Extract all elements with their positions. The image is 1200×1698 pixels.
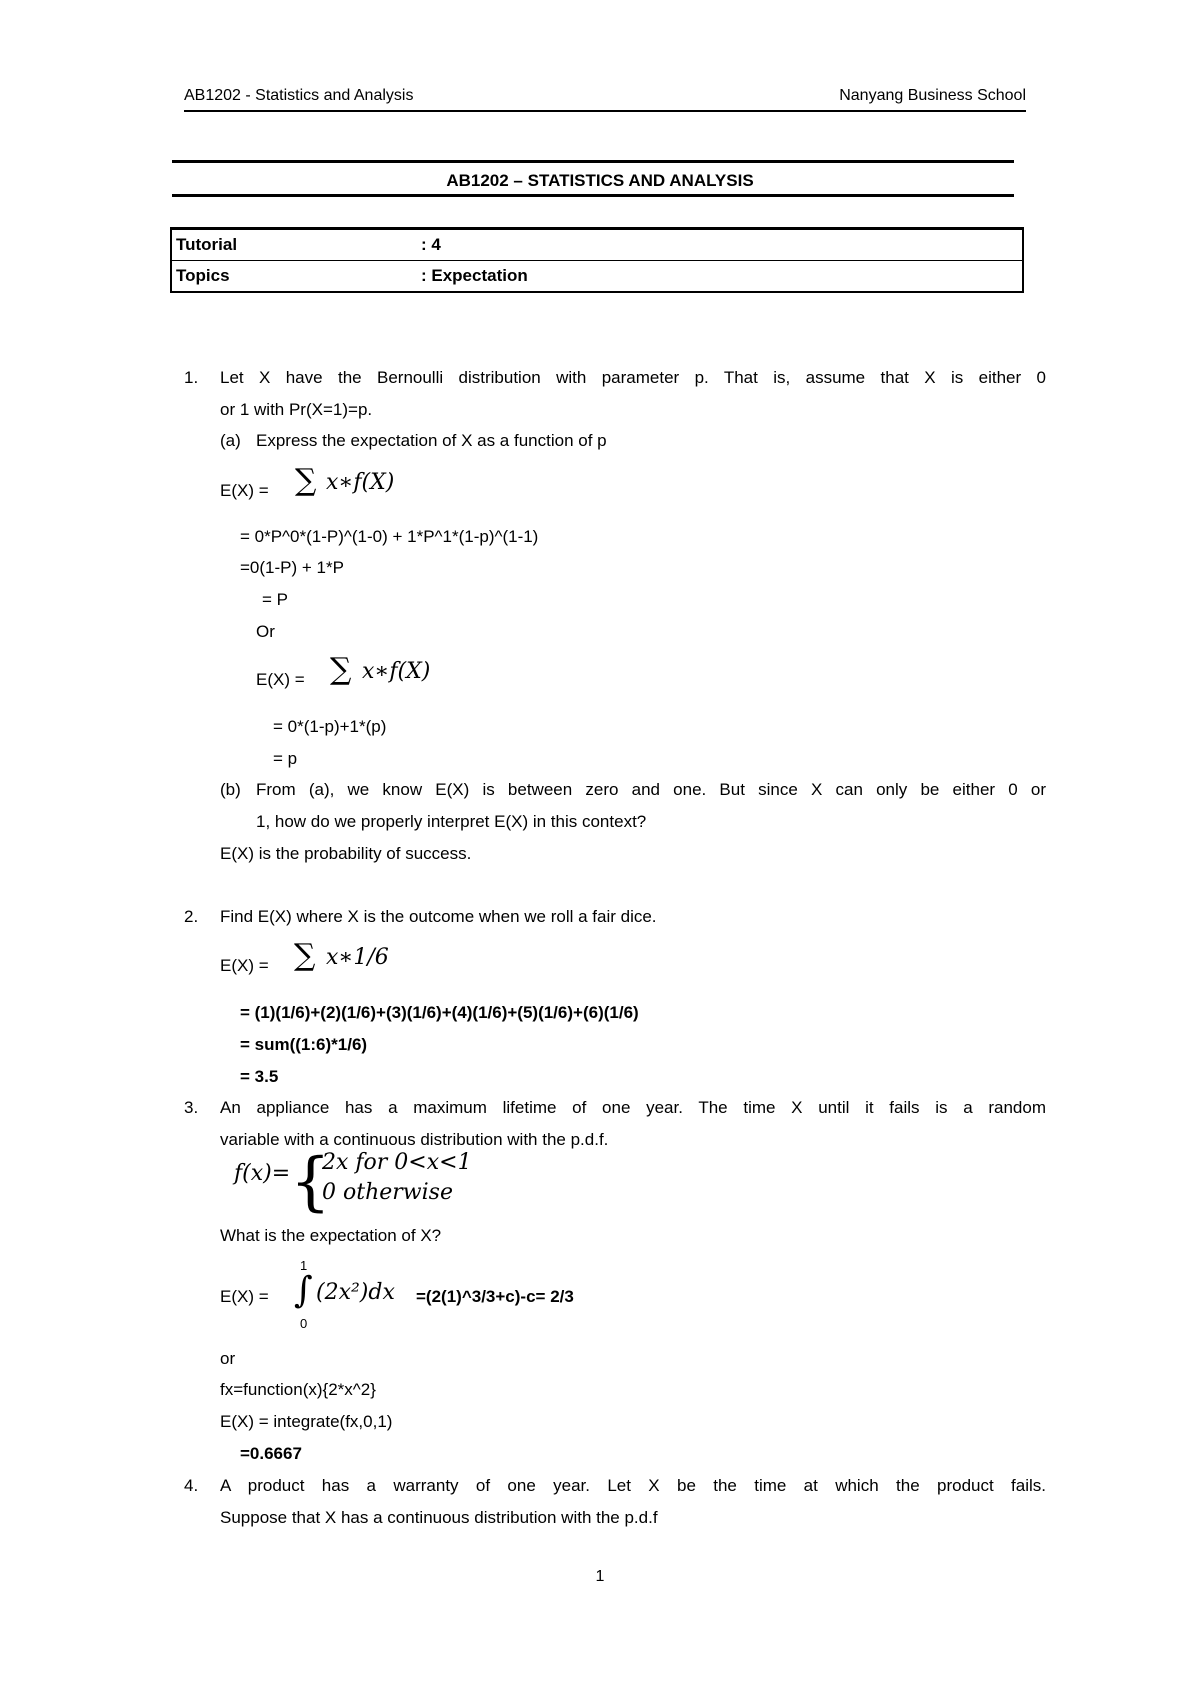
q3-result: =(2(1)^3/3+c)-c= 2/3: [416, 1287, 574, 1306]
pdf-lhs: f(x)=: [234, 1161, 291, 1186]
q1-step1: = 0*P^0*(1-P)^(1-0) + 1*P^1*(1-p)^(1-1): [240, 527, 539, 546]
q1-step2: =0(1-P) + 1*P: [240, 558, 344, 577]
q1-ex-label: E(X) =: [220, 481, 269, 500]
page-title: AB1202 – STATISTICS AND ANALYSIS: [446, 171, 754, 190]
q1-step4: = 0*(1-p)+1*(p): [273, 717, 387, 736]
q3-number: 3.: [184, 1098, 199, 1117]
q1-or: Or: [256, 622, 275, 641]
q2-text: Find E(X) where X is the outcome when we roll a fair dice.: [220, 907, 657, 926]
q1a-text: Express the expectation of X as a function of p: [256, 431, 607, 450]
pdf-case-2: 0 otherwise: [322, 1180, 453, 1205]
header-course: AB1202 - Statistics and Analysis: [184, 87, 414, 104]
q1-ex-label2: E(X) =: [256, 670, 305, 689]
q1a-label: (a): [220, 431, 241, 450]
q2-step1: = (1)(1/6)+(2)(1/6)+(3)(1/6)+(4)(1/6)+(5)(1/6)+(6)(1/6): [240, 1003, 639, 1022]
q1b-line2: 1, how do we properly interpret E(X) in this context?: [256, 812, 647, 831]
title-rule-top: [172, 160, 1014, 163]
q2-sum-expression: x∗1/6: [326, 945, 389, 970]
sigma-symbol: ∑: [330, 652, 352, 687]
q2-number: 2.: [184, 907, 199, 926]
q3-or: or: [220, 1349, 236, 1368]
q3-code3: =0.6667: [240, 1444, 302, 1463]
tutorial-value: : 4: [417, 229, 1023, 261]
header-rule: [184, 110, 1026, 112]
q1-sum-expression: x∗f(X): [326, 470, 395, 495]
q2-step2: = sum((1:6)*1/6): [240, 1035, 368, 1054]
q1-step3: = P: [262, 590, 288, 609]
title-rule-bottom: [172, 194, 1014, 197]
sigma-symbol: ∑: [294, 938, 316, 973]
sigma-symbol: ∑: [295, 463, 317, 498]
topics-value: : Expectation: [421, 266, 528, 285]
integral-lower-limit: 0: [300, 1316, 308, 1331]
q1b-line1: From (a), we know E(X) is between zero and one. But since X can only be either 0 or: [256, 780, 1046, 799]
q3-integrand: (2x²)dx: [316, 1280, 395, 1305]
q4-line1: A product has a warranty of one year. Let X be the time at which the product fails.: [220, 1476, 1046, 1495]
tutorial-info-table: [170, 227, 1024, 293]
integral-upper-limit: 1: [300, 1258, 308, 1273]
q3-question: What is the expectation of X?: [220, 1226, 442, 1245]
brace-symbol: {: [290, 1145, 331, 1219]
q3-code2: E(X) = integrate(fx,0,1): [220, 1412, 393, 1431]
table-row: [171, 229, 1023, 261]
q4-number: 4.: [184, 1476, 199, 1495]
q1-step5: = p: [273, 749, 298, 768]
q2-step3: = 3.5: [240, 1067, 279, 1086]
q1-line2: or 1 with Pr(X=1)=p.: [220, 400, 373, 419]
q1-line1: Let X have the Bernoulli distribution with parameter p. That is, assume that X is either 0: [220, 368, 1046, 387]
q1-sum-expression2: x∗f(X): [362, 659, 431, 684]
q1-number: 1.: [184, 368, 199, 387]
q4-line2: Suppose that X has a continuous distribution with the p.d.f: [220, 1508, 658, 1527]
q3-line2: variable with a continuous distribution with the p.d.f.: [220, 1130, 609, 1149]
tutorial-label: Tutorial: [171, 229, 417, 261]
topics-label: Topics: [176, 266, 230, 285]
integral-symbol: ∫: [294, 1270, 313, 1311]
q1b-answer: E(X) is the probability of success.: [220, 844, 472, 863]
page-number: 1: [595, 1568, 605, 1585]
table-row: [171, 261, 1023, 293]
q3-ex-label: E(X) =: [220, 1287, 269, 1306]
q3-code1: fx=function(x){2*x^2}: [220, 1380, 376, 1399]
q1b-label: (b): [220, 780, 241, 799]
q3-line1: An appliance has a maximum lifetime of one year. The time X until it fails is a random: [220, 1098, 1046, 1117]
header-school: Nanyang Business School: [839, 87, 1026, 104]
pdf-case-1: 2x for 0<x<1: [322, 1150, 472, 1175]
q2-ex-label: E(X) =: [220, 956, 269, 975]
